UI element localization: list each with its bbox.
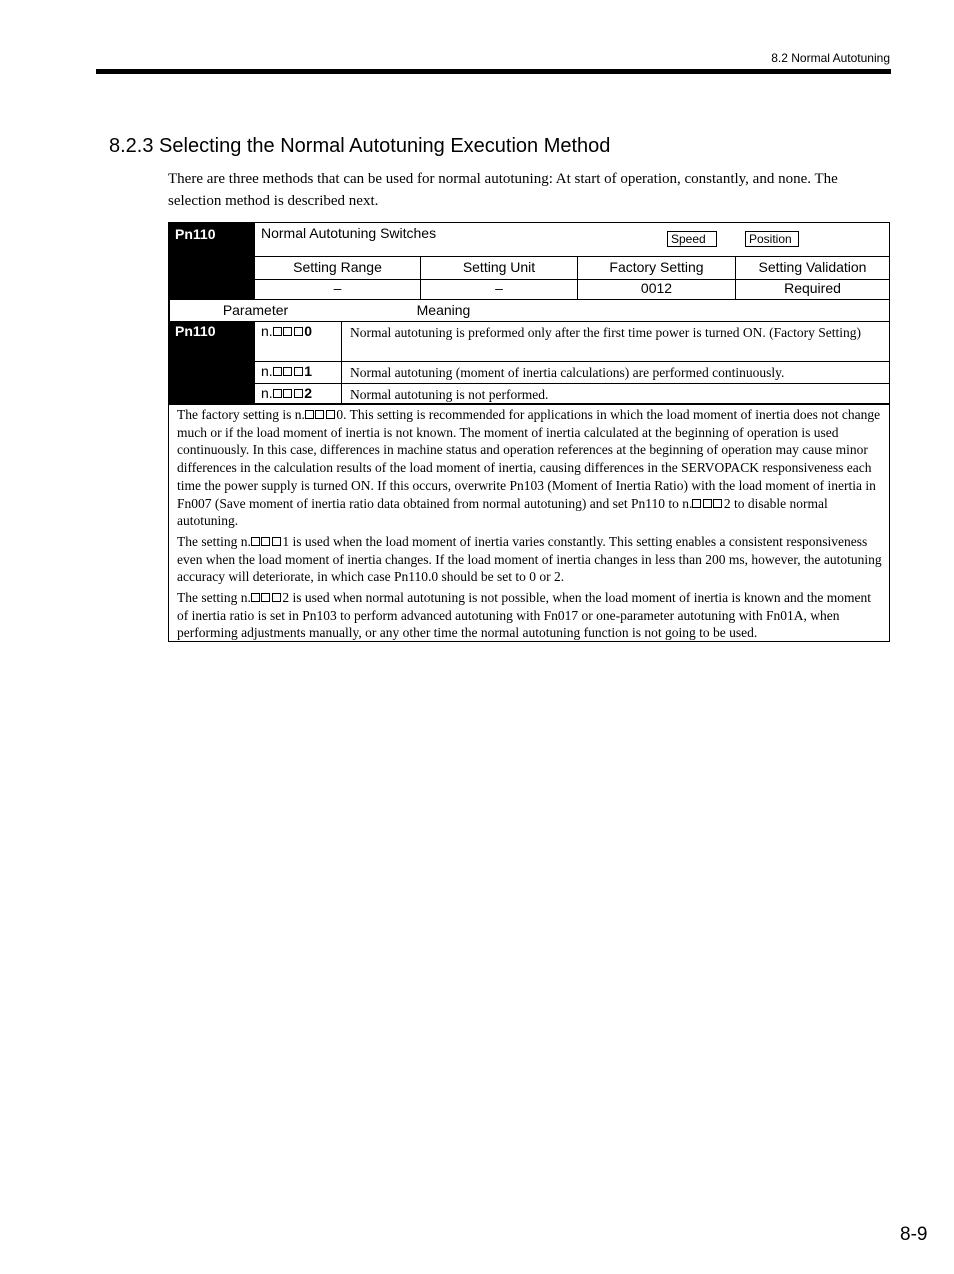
col-setting-range: Setting Range — [293, 259, 382, 275]
digit-placeholder-icon — [273, 389, 282, 398]
note-setting-2: The setting n. 2 is used when normal autotuning is not possible, when the load moment of inertia is known and the moment of inertia ratio is set in Pn103 to perform advanced autotuning with Fn017 or one-parameter autotuning with Fn01A, when performing adjustments manually, or any other time the normal autotuning function is not going to be used. — [177, 590, 872, 641]
digit-placeholder-icon — [251, 593, 260, 602]
position-tag: Position — [745, 231, 799, 247]
intro-paragraph: There are three methods that can be used for normal autotuning: At start of operation, constantly, and none. The selection method is described next. — [168, 171, 838, 209]
digit-placeholder-icon — [273, 327, 282, 336]
parameter-code: Pn110 — [169, 223, 255, 299]
note-factory-setting: The factory setting is n. 0. This setting is recommended for applications in which the load moment of inertia does not change much or if the load moment of inertia is not known. The moment of inertia calculated at the beginning of operation is used continuously. In this case, differences in machine status and operation references at the beginning of operation may cause minor differences in the calculation results of the load moment of inertia, causing differences in the SERVOPACK responsiveness each time the power supply is turned ON. If this occurs, overwrite Pn103 (Moment of Inertia Ratio) with the load moment of inertia in Fn007 (Save moment of inertia ratio data obtained from normal autotuning) and set Pn110 to n. 2 to disable normal autotuning. — [177, 407, 881, 529]
val-factory-setting: 0012 — [577, 278, 735, 299]
val-setting-validation: Required — [735, 278, 889, 299]
digit-placeholder-icon — [294, 327, 303, 336]
setting-value — [255, 322, 342, 361]
digit-placeholder-icon — [273, 367, 282, 376]
setting-value — [255, 384, 342, 404]
setting-value — [255, 362, 342, 383]
parameter-name: Normal Autotuning Switches — [261, 225, 437, 241]
digit-placeholder-icon — [251, 537, 260, 546]
running-header: 8.2 Normal Autotuning — [771, 51, 890, 65]
digit-placeholder-icon — [326, 410, 335, 419]
meaning-table — [168, 299, 890, 405]
digit-placeholder-icon — [283, 389, 292, 398]
digit-placeholder-icon — [703, 499, 712, 508]
page-number: 8-9 — [900, 1224, 928, 1245]
digit-placeholder-icon — [261, 593, 270, 602]
col-factory-setting: Factory Setting — [577, 257, 735, 279]
meaning-column-header: Meaning — [169, 300, 717, 321]
table-row — [255, 321, 889, 361]
parameter-header-table — [168, 222, 890, 300]
digit-placeholder-icon — [272, 593, 281, 602]
table-row — [255, 361, 889, 383]
settings-value-row — [255, 278, 889, 299]
col-setting-unit: Setting Unit — [420, 257, 577, 279]
digit-placeholder-icon — [283, 327, 292, 336]
setting-meaning: Normal autotuning is preformed only after the first time power is turned ON. (Factory Setting) — [350, 325, 862, 340]
note-setting-1: The setting n. 1 is used when the load moment of inertia varies constantly. This setting enables a consistent responsiveness even when the load moment of inertia changes. If the load moment of inertia changes in less than 200 ms, however, the autotuning accuracy will deteriorate, in which case Pn110.0 should be set to 0 or 2. — [177, 533, 882, 585]
setting-digit: 2 — [304, 385, 312, 401]
setting-prefix: n. — [261, 323, 273, 339]
setting-prefix: n. — [261, 363, 273, 379]
parameter-column-header: Parameter — [222, 302, 289, 318]
val-setting-range: – — [333, 280, 342, 296]
header-rule — [96, 69, 891, 74]
digit-placeholder-icon — [294, 367, 303, 376]
col-setting-validation: Setting Validation — [735, 257, 889, 279]
digit-placeholder-icon — [305, 410, 314, 419]
digit-placeholder-icon — [713, 499, 722, 508]
setting-meaning: Normal autotuning (moment of inertia calculations) are performed continuously. — [350, 365, 785, 380]
setting-meaning: Normal autotuning is not performed. — [350, 387, 549, 402]
digit-placeholder-icon — [692, 499, 701, 508]
digit-placeholder-icon — [272, 537, 281, 546]
table-row — [255, 383, 889, 404]
setting-prefix: n. — [261, 385, 273, 401]
digit-placeholder-icon — [261, 537, 270, 546]
digit-placeholder-icon — [315, 410, 324, 419]
notes-box — [168, 403, 890, 642]
digit-placeholder-icon — [294, 389, 303, 398]
section-title: 8.2.3 Selecting the Normal Autotuning Execution Method — [109, 135, 611, 157]
setting-digit: 1 — [304, 363, 312, 379]
setting-digit: 0 — [304, 323, 312, 339]
digit-placeholder-icon — [283, 367, 292, 376]
speed-tag: Speed — [667, 231, 717, 247]
meaning-parameter-code: Pn110 — [169, 321, 255, 404]
settings-header-row — [255, 256, 889, 280]
val-setting-unit: – — [420, 278, 577, 299]
